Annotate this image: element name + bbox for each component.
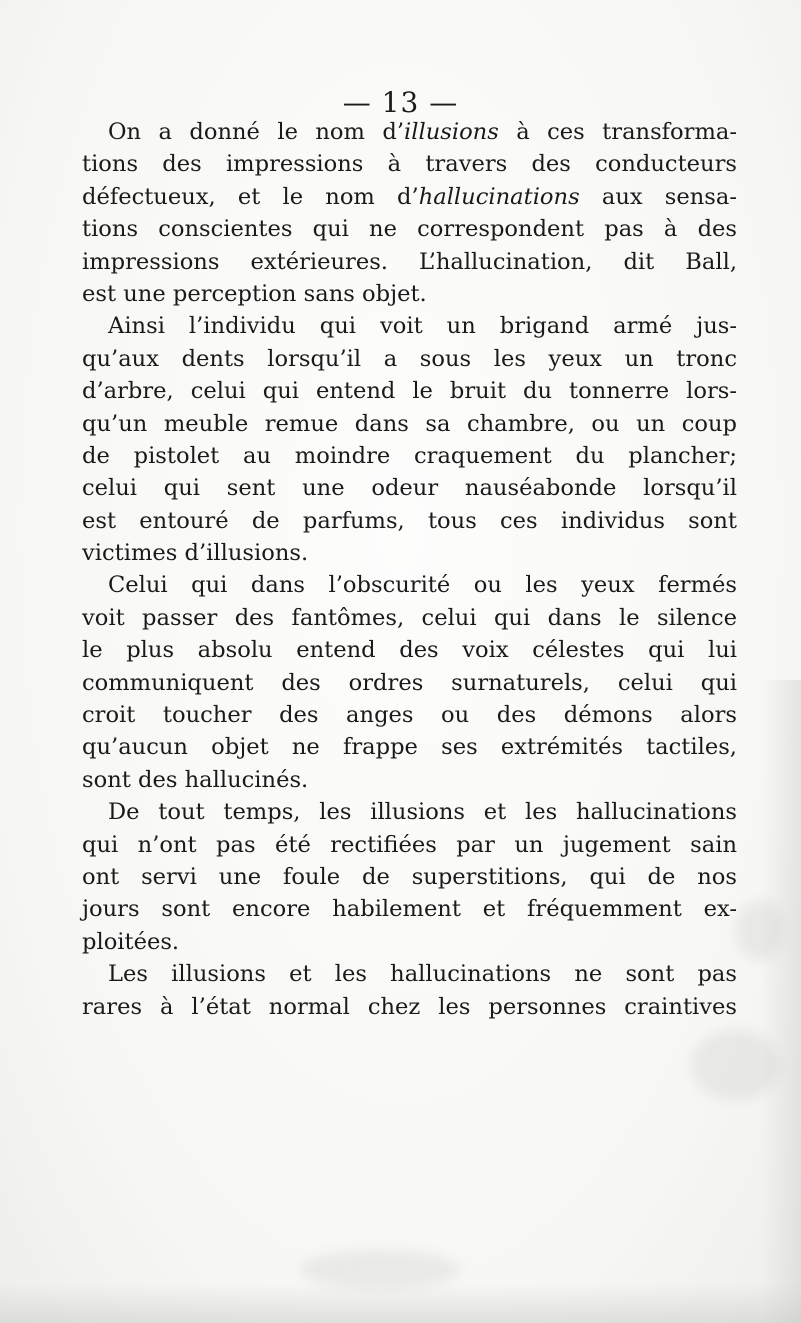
text-line: Les illusions et les hallucinations ne sont pas [108, 961, 737, 988]
text-line: jours sont encore habilement et fréquemment ex- [82, 896, 737, 923]
emphasis-term: illusions [404, 119, 499, 145]
text-line: qu’aucun objet ne frappe ses extrémités tactiles, [82, 734, 737, 761]
text-line: voit passer des fantômes, celui qui dans le silence [82, 604, 737, 631]
text-line: de pistolet au moindre craquement du plancher; [82, 442, 737, 469]
text-line: communiquent des ordres surnaturels, celui qui [82, 669, 737, 696]
text-line: qu’aux dents lorsqu’il a sous les yeux un tronc [82, 345, 737, 372]
text-line: rares à l’état normal chez les personnes craintives [82, 993, 737, 1020]
text-line: qu’un meuble remue dans sa chambre, ou un coup [82, 410, 737, 437]
text-line: Ainsi l’individu qui voit un brigand armé jus- [108, 313, 737, 340]
text-line: défectueux, et le nom d’hallucinations aux sensa- [82, 183, 738, 210]
text-line: croit toucher des anges ou des démons alors [82, 702, 737, 729]
text-line: le plus absolu entend des voix célestes qui lui [82, 637, 737, 664]
text-line: tions conscientes qui ne correspondent pas à des [82, 216, 737, 243]
text-line: qui n’ont pas été rectifiées par un jugement sain [82, 831, 737, 858]
text-line: Celui qui dans l’obscurité ou les yeux fermés [108, 572, 737, 599]
text-line: est une perception sans objet. [82, 280, 427, 307]
text-line: d’arbre, celui qui entend le bruit du tonnerre lors- [82, 378, 737, 405]
text-line: tions des impressions à travers des conducteurs [82, 151, 737, 178]
page-number: — 13 — [342, 86, 459, 119]
body-text [82, 116, 737, 1023]
text-line: De tout temps, les illusions et les hallucinations [108, 799, 737, 826]
text-line: ont servi une foule de superstitions, qui de nos [82, 863, 737, 890]
page-bottom-shadow [0, 1283, 801, 1323]
emphasis-term: hallucinations [418, 183, 580, 210]
text-line: victimes d’illusions. [82, 540, 309, 567]
text-line: impressions extérieures. L’hallucination, dit Ball, [82, 248, 737, 275]
text-line: On a donné le nom d’illusions à ces transforma- [108, 119, 737, 145]
text-line: sont des hallucinés. [82, 766, 309, 793]
page-edge-shadow [761, 680, 801, 1323]
text-line: celui qui sent une odeur nauséabonde lorsqu’il [82, 475, 737, 502]
text-line: ploitées. [82, 928, 180, 955]
text-line: est entouré de parfums, tous ces individus sont [82, 507, 737, 534]
